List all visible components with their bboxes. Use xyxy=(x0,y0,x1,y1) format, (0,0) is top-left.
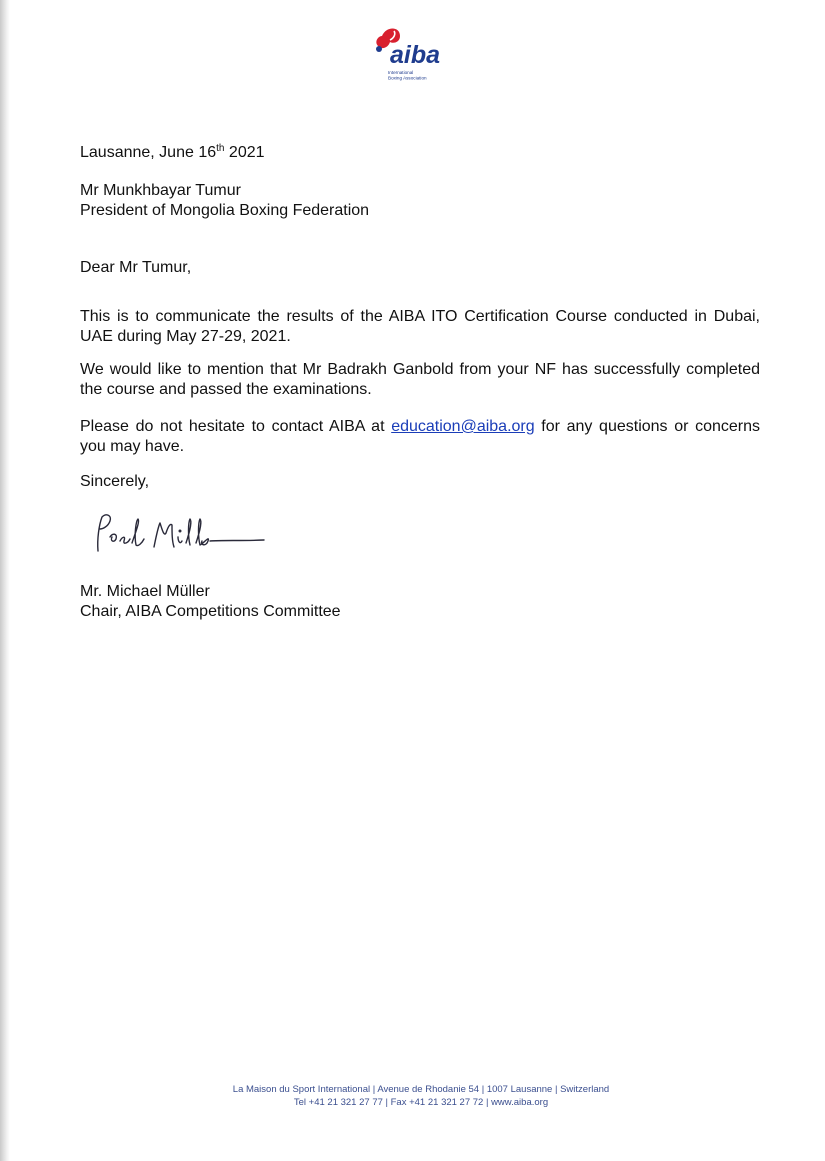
svg-text:International: International xyxy=(388,70,414,75)
page-edge-shadow xyxy=(0,0,10,1161)
signer-block xyxy=(80,582,341,621)
date-ordinal: th xyxy=(216,143,225,154)
paragraph-completion: We would like to mention that Mr Badrakh Ganbold from your NF has successfully completed the course and passed the examinations. xyxy=(80,361,760,398)
contact-text-after: for any questions or concerns you may have. xyxy=(80,418,761,455)
contact-text-before: Please do not hesitate to contact AIBA at xyxy=(80,418,392,435)
signature-image xyxy=(92,507,272,561)
svg-text:Boxing Association: Boxing Association xyxy=(388,75,427,81)
recipient-name: Mr Munkhbayar Tumur xyxy=(80,182,241,199)
letterhead-footer xyxy=(0,1083,825,1109)
date-year: 2021 xyxy=(224,144,265,161)
recipient-title: President of Mongolia Boxing Federation xyxy=(80,201,370,219)
closing: Sincerely, xyxy=(80,473,150,490)
email-link[interactable]: education@aiba.org xyxy=(391,418,535,435)
aiba-logo xyxy=(370,22,460,84)
footer-contact: Tel +41 21 321 27 77 | Fax +41 21 321 27 72 | www.aiba.org xyxy=(293,1097,549,1108)
date-text: Lausanne, June 16 xyxy=(80,144,217,161)
letter-date xyxy=(80,143,265,163)
footer-address: La Maison du Sport International | Avenue de Rhodanie 54 | 1007 Lausanne | Switzerland xyxy=(232,1084,610,1095)
aiba-logo-icon xyxy=(370,22,460,84)
signer-title: Chair, AIBA Competitions Committee xyxy=(80,602,341,620)
svg-text:aiba: aiba xyxy=(390,41,441,69)
paragraph-contact xyxy=(80,417,760,456)
paragraph-results: This is to communicate the results of the AIBA ITO Certification Course conducted in Dubai, UAE during May 27-29, 2021. xyxy=(80,308,760,345)
recipient-block xyxy=(80,181,369,220)
handwritten-signature xyxy=(92,507,272,561)
greeting: Dear Mr Tumur, xyxy=(80,259,192,276)
signer-name: Mr. Michael Müller xyxy=(80,583,210,600)
